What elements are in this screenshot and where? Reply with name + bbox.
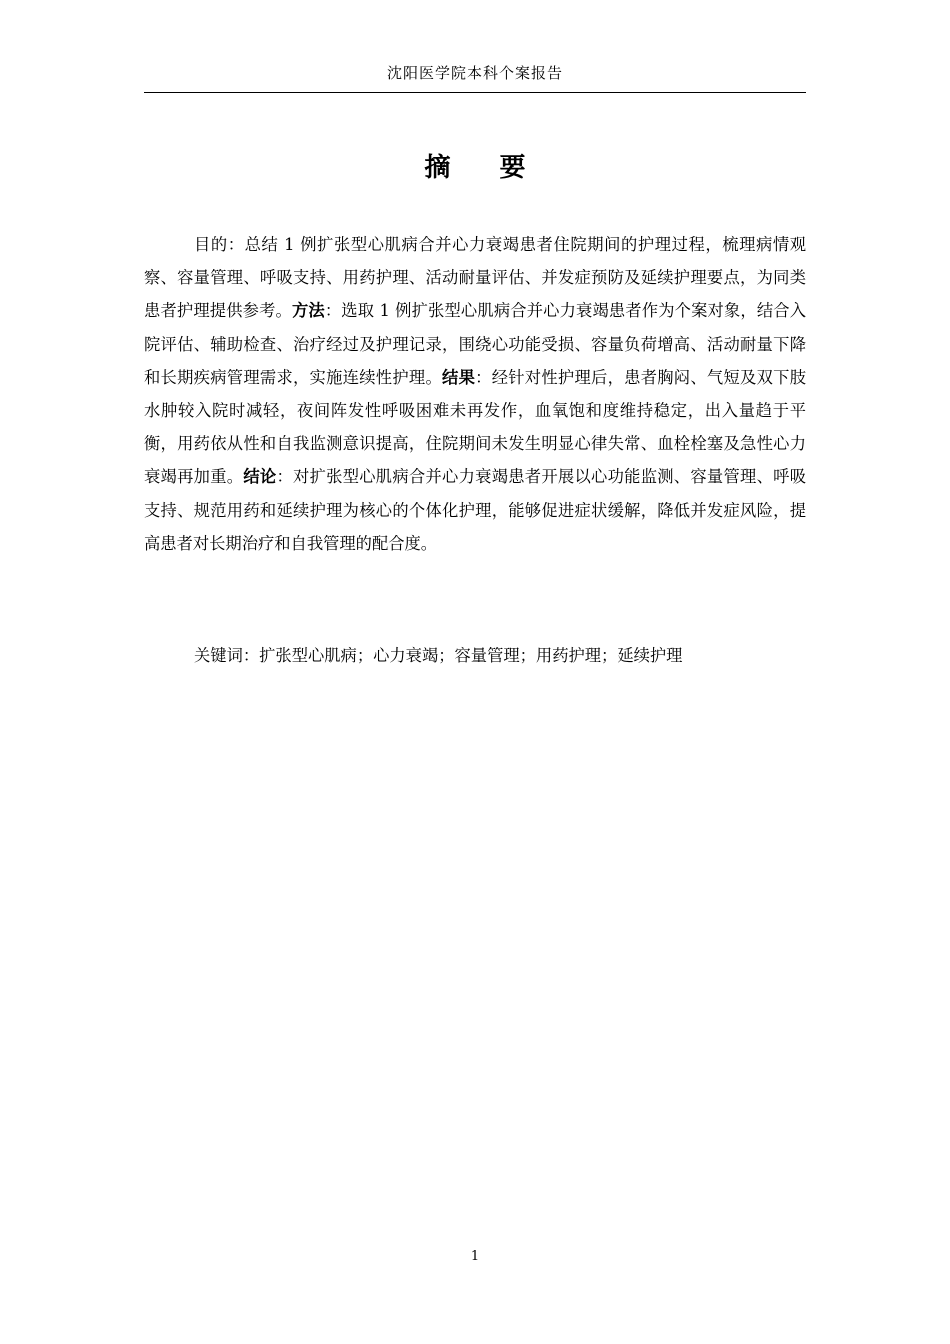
page-number: 1: [470, 1249, 480, 1264]
conclusion-text: ：对扩张型心肌病合并心力衰竭患者开展以心功能监测、容量管理、呼吸支持、规范用药和延续护理为核心的个体化护理，能够促进症状缓解，降低并发症风险，提高患者对长期治疗和自我管理的配合度。: [144, 467, 806, 553]
keywords-label: 关键词: [194, 646, 243, 665]
keywords-text: ：扩张型心肌病；心力衰竭；容量管理；用药护理；延续护理: [242, 646, 683, 665]
header-text: 沈阳医学院本科个案报告: [386, 64, 563, 82]
keywords-line: [144, 639, 806, 672]
objective-label: 目的: [194, 235, 228, 254]
objective-text: ：总结 1 例扩张型心肌病合并心力衰竭患者住院期间的护理过程，梳理病情观察、容量管理、呼吸支持、用药护理、活动耐量评估、并发症预防及延续护理要点，为同类患者护理提供参考。: [144, 235, 806, 321]
result-text: ：经针对性护理后，患者胸闷、气短及双下肢水肿较入院时减轻，夜间阵发性呼吸困难未再发作，血氧饱和度维持稳定，出入量趋于平衡，用药依从性和自我监测意识提高，住院期间未发生明显心律失常、血栓栓塞及急性心力衰竭再加重。: [144, 367, 806, 487]
method-label: 方法: [291, 301, 325, 321]
abstract-body: [144, 228, 806, 560]
method-text: ：选取 1 例扩张型心肌病合并心力衰竭患者作为个案对象，结合入院评估、辅助检查、治疗经过及护理记录，围绕心功能受损、容量负荷增高、活动耐量下降和长期疾病管理需求，实施连续性护理。: [144, 301, 806, 387]
result-label: 结果: [442, 367, 476, 387]
abstract-title: 摘 要: [424, 153, 546, 183]
page-header: [144, 60, 806, 93]
conclusion-label: 结论: [243, 467, 277, 487]
